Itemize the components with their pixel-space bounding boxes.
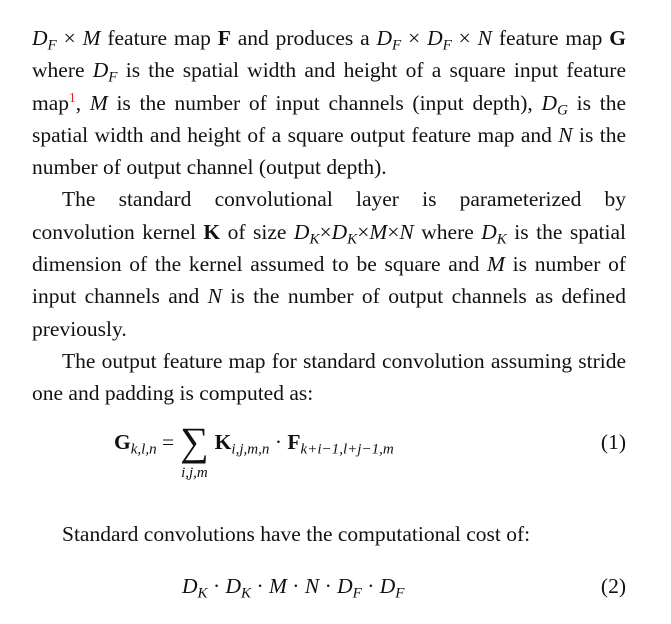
paragraph-kernel: The standard convolutional layer is parameterized by convolution kernel K of size $D_K\times D_K\times M\times N$ where $D_K$ is the spatial dimension of the kernel assumed to be square and M is number of input channels and N is the number of output channels as defined previously. [32,187,626,341]
text-span: The standard convolutional layer is parameterized by convolution kernel [32,187,626,244]
text-span: is the number of output channel (output depth). [32,122,627,180]
text-span: feature map [492,26,610,50]
equation-1 [32,410,626,518]
paper-excerpt [32,22,626,620]
text-span: feature map [100,26,218,50]
text-span: is the number of input channels (input depth), [107,90,542,115]
footnote-marker[interactable]: 1 [69,89,76,105]
equation-2 [32,550,626,620]
summation-operator: ∑ i,j,m [180,418,209,481]
paragraph-cost: Standard convolutions have the computational cost of: [62,521,531,546]
text-span: is number of input channels and [32,252,626,309]
equation-2-body: $D_K \cdot D_K \cdot M \cdot N \cdot D_F \cdot D_F$ [182,573,405,602]
text-span: , [75,90,90,115]
equation-1-number: (1) [600,429,626,454]
text-span: is the number of output channels as defined previously. [32,284,626,341]
text-span: is the spatial width and height of a square input feature map [32,58,626,115]
text-span: and produces a [230,26,377,50]
paragraph-output-map: The output feature map for standard convolution assuming stride one and padding is computed as: [32,348,626,406]
text-span: where [32,58,93,83]
equation-1-body: $G_{k,l,n}$ = ∑ i,j,m $K_{i,j,m,n} \cdot F_{k+i-1,l+j-1,m}$ [114,418,394,481]
text-span: is the spatial width and height of a square output feature map and [32,90,627,147]
text-span: of size [220,219,294,244]
text-span: where [413,219,482,244]
text-span: is the spatial dimension of the kernel assumed to be square and [32,219,626,277]
equation-2-number: (2) [600,573,626,598]
paragraph-feature-maps: $D_F \times M$ feature map F and produces a $D_F \times D_F \times N$ feature map G where $D_F$ is the spatial width and height of a square input feature map$^1$, M is the number of input channels (input depth), $D_G$ is the spatial width and height of a square output feature map and N is the number of output channel (output depth). [32,26,627,180]
